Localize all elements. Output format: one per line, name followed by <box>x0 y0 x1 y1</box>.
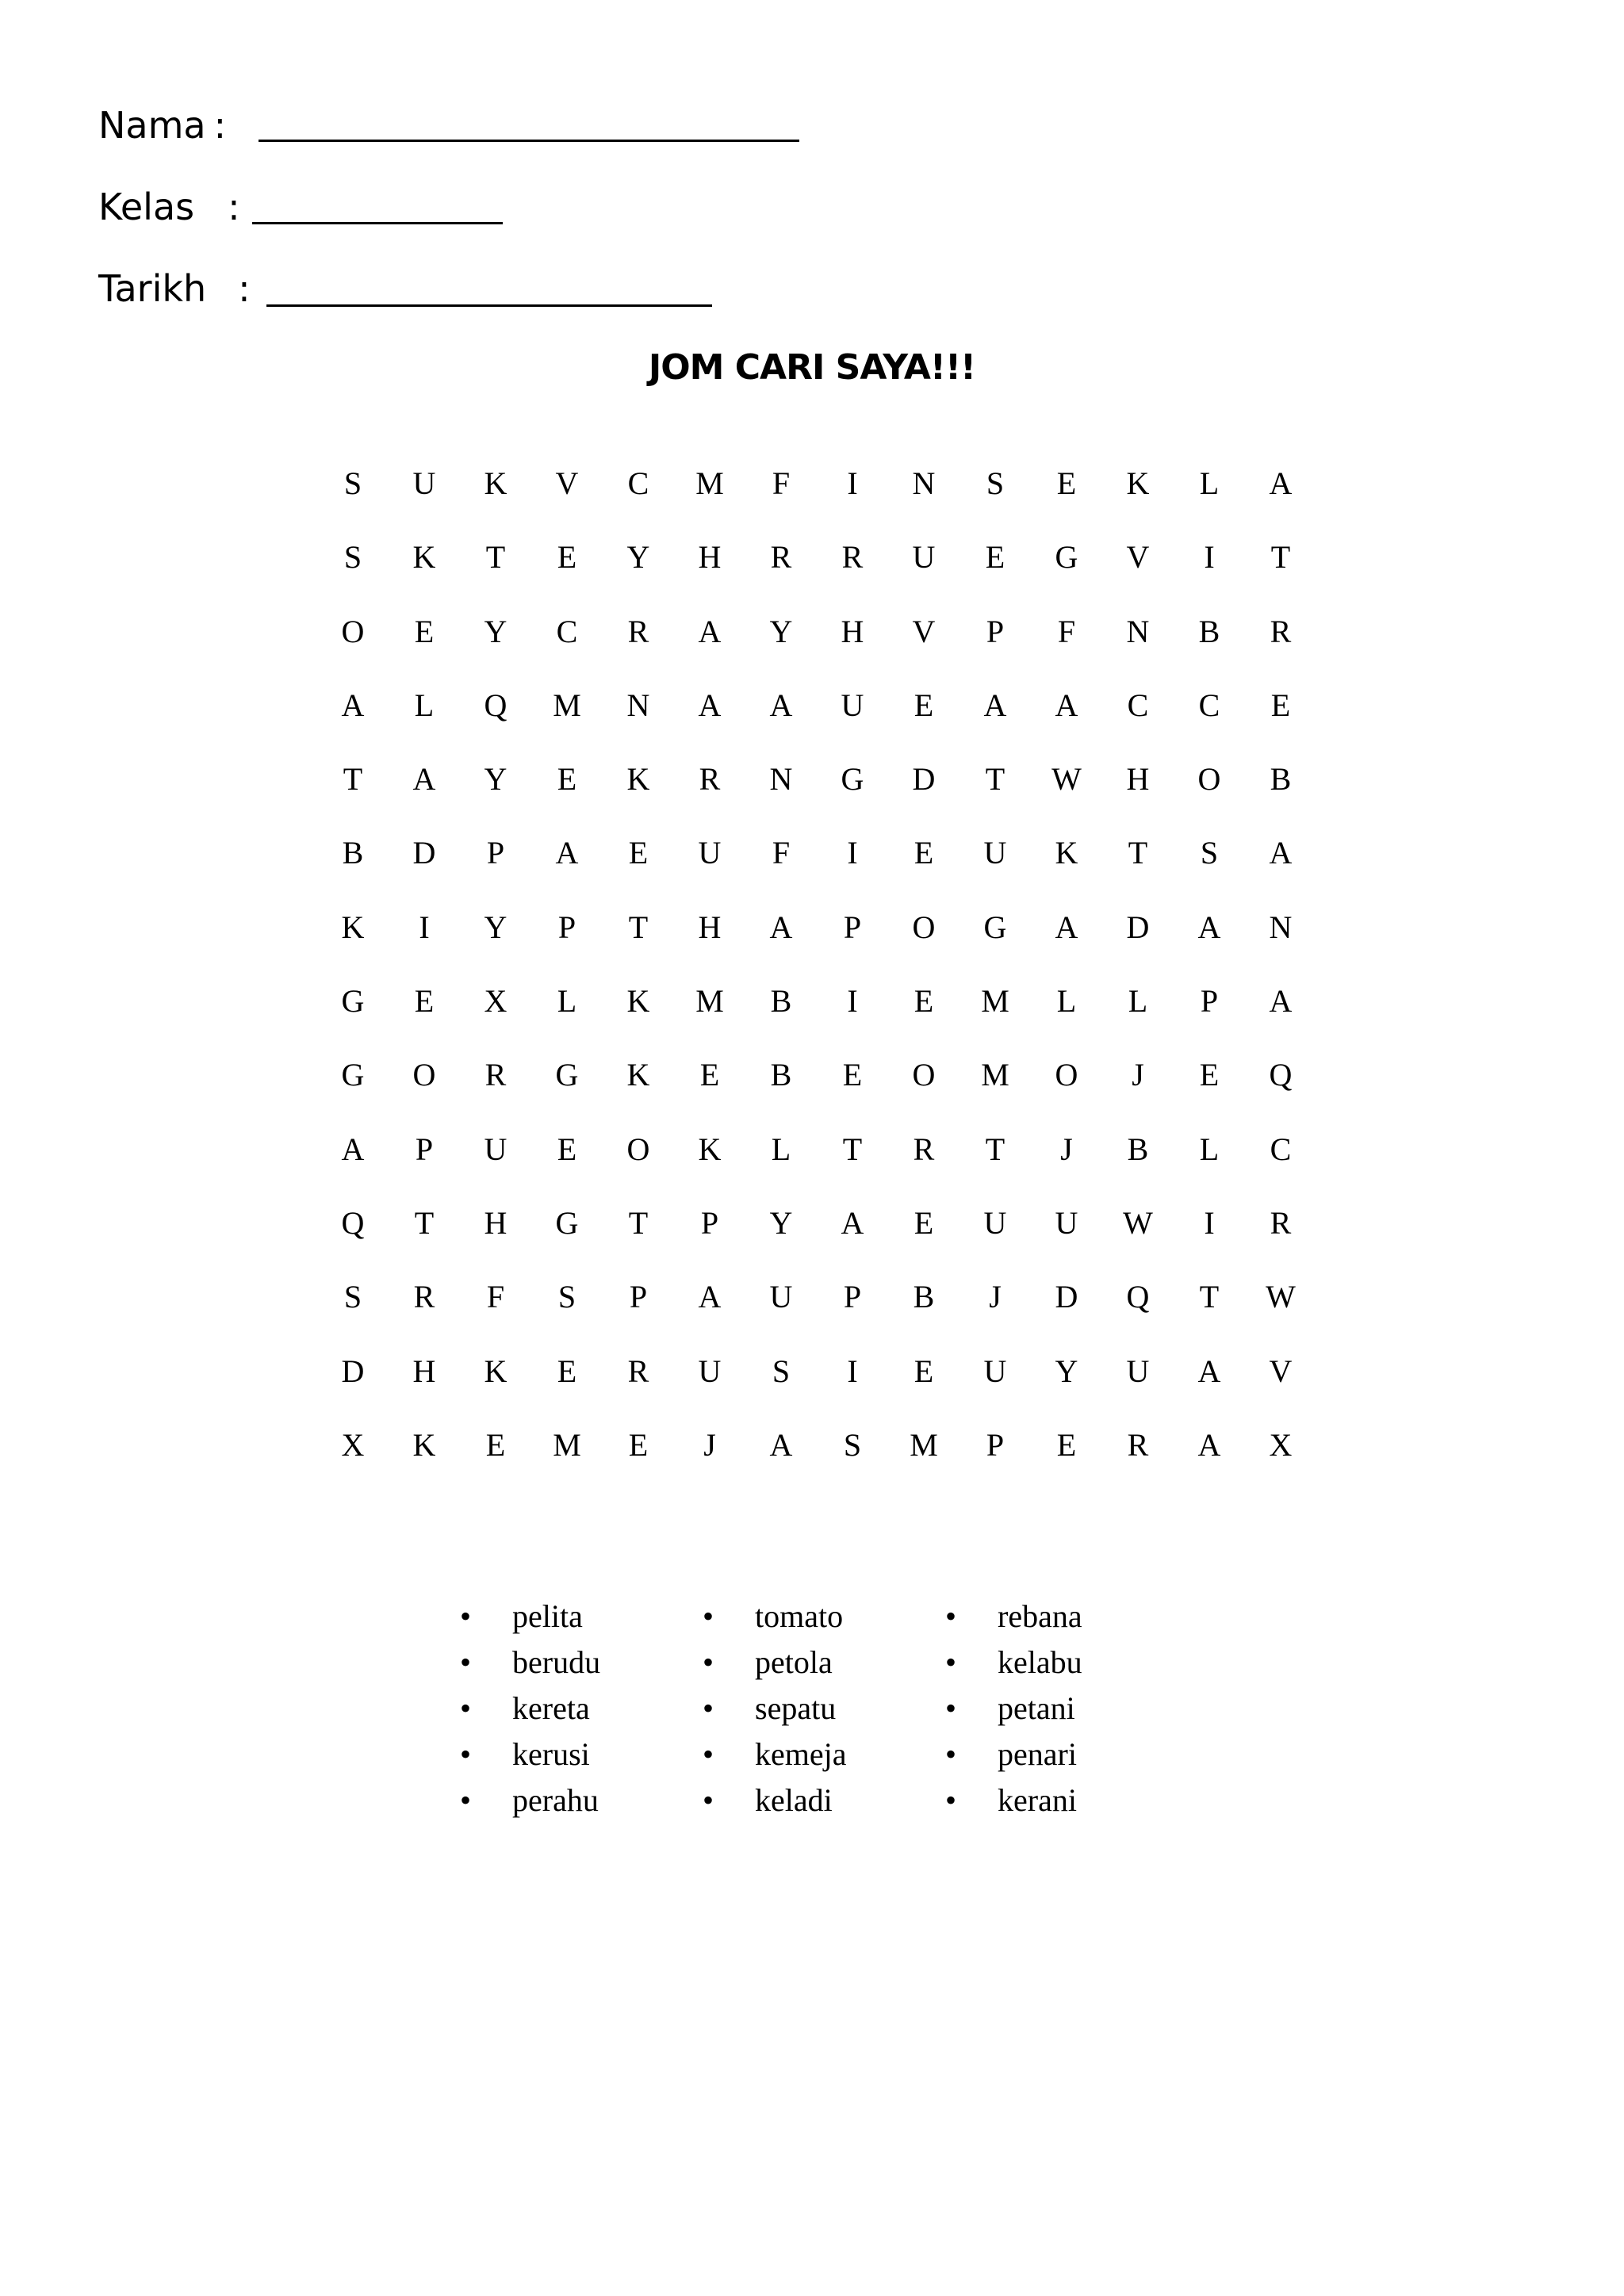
word-list <box>460 1594 1188 1823</box>
word-list-item <box>460 1686 703 1732</box>
grid-letter[interactable]: R <box>841 539 864 576</box>
grid-letter[interactable]: P <box>986 613 1005 649</box>
grid-letter[interactable]: A <box>983 687 1007 723</box>
grid-letter[interactable]: B <box>913 1279 935 1315</box>
word-list-item <box>460 1640 703 1686</box>
grid-letter[interactable]: B <box>1270 761 1292 798</box>
grid-letter[interactable]: X <box>1269 1426 1293 1463</box>
word-list-item <box>945 1732 1188 1777</box>
grid-letter[interactable]: M <box>695 465 724 501</box>
grid-letter[interactable]: O <box>341 613 365 649</box>
grid-letter[interactable]: R <box>627 1353 649 1389</box>
grid-letter[interactable]: G <box>1055 539 1078 576</box>
grid-letter[interactable]: O <box>626 1131 650 1167</box>
grid-letter[interactable]: A <box>698 1279 722 1315</box>
grid-letter[interactable]: T <box>628 909 649 945</box>
grid-letter[interactable]: A <box>555 835 579 871</box>
grid-letter[interactable]: K <box>626 1057 650 1093</box>
grid-letter[interactable]: C <box>556 613 578 649</box>
grid-letter[interactable]: D <box>1055 1279 1078 1315</box>
grid-letter[interactable]: G <box>983 909 1007 945</box>
grid-letter[interactable]: A <box>412 761 436 798</box>
grid-letter[interactable]: N <box>769 761 793 798</box>
grid-letter[interactable]: A <box>769 687 793 723</box>
bullet-icon: • <box>703 1598 714 1634</box>
grid-letter[interactable]: T <box>1270 539 1291 576</box>
grid-letter[interactable]: G <box>341 1057 365 1093</box>
grid-letter[interactable]: T <box>842 1131 863 1167</box>
grid-letter[interactable]: D <box>412 835 436 871</box>
grid-letter[interactable]: Y <box>626 539 650 576</box>
word-list-column <box>945 1594 1188 1823</box>
word-text: petola <box>755 1644 833 1680</box>
word-text: petani <box>998 1690 1075 1726</box>
class-colon: : <box>228 186 240 228</box>
grid-letter[interactable]: L <box>1128 983 1148 1020</box>
bullet-icon: • <box>460 1644 472 1680</box>
grid-letter[interactable]: U <box>412 465 436 501</box>
grid-letter[interactable]: T <box>628 1204 649 1241</box>
grid-letter[interactable]: I <box>847 835 858 871</box>
grid-letter[interactable]: P <box>700 1204 719 1241</box>
grid-letter[interactable]: Y <box>484 909 508 945</box>
grid-letter[interactable]: G <box>341 983 365 1020</box>
grid-letter[interactable]: F <box>772 835 791 871</box>
grid-letter[interactable]: M <box>910 1426 938 1463</box>
grid-letter[interactable]: E <box>628 1426 649 1463</box>
name-colon: : <box>213 104 227 147</box>
grid-letter[interactable]: H <box>698 909 722 945</box>
grid-letter[interactable]: U <box>983 1353 1007 1389</box>
grid-letter[interactable]: S <box>1200 835 1219 871</box>
word-text: kerani <box>998 1782 1077 1818</box>
grid-letter[interactable]: I <box>1204 539 1215 576</box>
grid-letter[interactable]: K <box>626 983 650 1020</box>
grid-letter[interactable]: A <box>1055 687 1078 723</box>
grid-letter[interactable]: U <box>1126 1353 1150 1389</box>
grid-letter[interactable]: U <box>1055 1204 1078 1241</box>
word-list-item <box>460 1732 703 1777</box>
grid-letter[interactable]: I <box>847 983 858 1020</box>
grid-letter[interactable]: E <box>1056 465 1077 501</box>
grid-letter[interactable]: T <box>1128 835 1148 871</box>
grid-letter[interactable]: T <box>985 1131 1005 1167</box>
grid-letter[interactable]: O <box>412 1057 436 1093</box>
date-label: Tarikh <box>98 267 207 310</box>
word-text: kemeja <box>755 1736 847 1772</box>
grid-letter[interactable]: A <box>341 1131 365 1167</box>
grid-letter[interactable]: A <box>841 1204 864 1241</box>
grid-letter[interactable]: I <box>419 909 430 945</box>
grid-letter[interactable]: E <box>557 1353 577 1389</box>
grid-letter[interactable]: B <box>1127 1131 1149 1167</box>
grid-letter[interactable]: B <box>770 1057 792 1093</box>
grid-letter[interactable]: O <box>1055 1057 1078 1093</box>
grid-letter[interactable]: D <box>1126 909 1150 945</box>
grid-letter[interactable]: A <box>769 909 793 945</box>
grid-letter[interactable]: F <box>486 1279 505 1315</box>
grid-letter[interactable]: S <box>557 1279 576 1315</box>
grid-letter[interactable]: I <box>847 465 858 501</box>
grid-letter[interactable]: E <box>557 1131 577 1167</box>
grid-letter[interactable]: I <box>847 1353 858 1389</box>
grid-letter[interactable]: E <box>1270 687 1291 723</box>
grid-letter[interactable]: K <box>698 1131 722 1167</box>
bullet-icon: • <box>703 1782 714 1818</box>
word-list-item <box>945 1594 1188 1640</box>
grid-letter[interactable]: G <box>555 1204 579 1241</box>
grid-letter[interactable]: Y <box>484 613 508 649</box>
word-text: perahu <box>512 1782 599 1818</box>
grid-letter[interactable]: E <box>914 1204 934 1241</box>
grid-letter[interactable]: K <box>1055 835 1078 871</box>
grid-letter[interactable]: L <box>557 983 577 1020</box>
word-text: kereta <box>512 1690 590 1726</box>
grid-letter[interactable]: X <box>484 983 508 1020</box>
grid-letter[interactable]: E <box>842 1057 863 1093</box>
word-text: penari <box>998 1736 1077 1772</box>
bullet-icon: • <box>945 1782 957 1818</box>
grid-letter[interactable]: C <box>1270 1131 1292 1167</box>
grid-letter[interactable]: J <box>1132 1057 1144 1093</box>
grid-letter[interactable]: H <box>841 613 864 649</box>
grid-letter[interactable]: B <box>342 835 364 871</box>
grid-letter[interactable]: O <box>912 1057 936 1093</box>
grid-letter[interactable]: W <box>1266 1279 1296 1315</box>
grid-letter[interactable]: R <box>413 1279 435 1315</box>
word-list-item <box>460 1777 703 1823</box>
grid-letter[interactable]: H <box>1126 761 1150 798</box>
word-list-column <box>460 1594 703 1823</box>
grid-letter[interactable]: M <box>553 687 581 723</box>
word-text: sepatu <box>755 1690 837 1726</box>
bullet-icon: • <box>703 1644 714 1680</box>
grid-letter[interactable]: E <box>414 983 435 1020</box>
word-text: tomato <box>755 1598 844 1634</box>
grid-letter[interactable]: Y <box>1055 1353 1078 1389</box>
grid-letter[interactable]: E <box>414 613 435 649</box>
bullet-icon: • <box>460 1598 472 1634</box>
word-text: kelabu <box>998 1644 1082 1680</box>
grid-letter[interactable]: B <box>770 983 792 1020</box>
grid-letter[interactable]: E <box>914 835 934 871</box>
bullet-icon: • <box>945 1690 957 1726</box>
grid-letter[interactable]: T <box>485 539 506 576</box>
class-field <box>98 185 240 229</box>
grid-letter[interactable]: K <box>484 465 508 501</box>
word-list-item <box>945 1777 1188 1823</box>
grid-letter[interactable]: R <box>485 1057 507 1093</box>
grid-letter[interactable]: C <box>1127 687 1149 723</box>
grid-letter[interactable]: D <box>912 761 936 798</box>
grid-letter[interactable]: C <box>1198 687 1220 723</box>
word-list-item <box>945 1686 1188 1732</box>
grid-letter[interactable]: P <box>557 909 576 945</box>
grid-letter[interactable]: S <box>772 1353 791 1389</box>
grid-letter[interactable]: A <box>1055 909 1078 945</box>
grid-letter[interactable]: R <box>913 1131 935 1167</box>
grid-letter[interactable]: F <box>772 465 791 501</box>
grid-letter[interactable]: R <box>770 539 792 576</box>
grid-letter[interactable]: A <box>1269 983 1293 1020</box>
grid-letter[interactable]: L <box>414 687 435 723</box>
grid-letter[interactable]: O <box>1197 761 1221 798</box>
grid-letter[interactable]: K <box>341 909 365 945</box>
word-text: rebana <box>998 1598 1082 1634</box>
grid-letter[interactable]: P <box>843 909 862 945</box>
grid-letter[interactable]: P <box>1200 983 1219 1020</box>
name-field <box>98 103 226 147</box>
grid-letter[interactable]: B <box>1198 613 1220 649</box>
grid-letter[interactable]: A <box>1269 465 1293 501</box>
grid-letter[interactable]: U <box>912 539 936 576</box>
grid-letter[interactable]: L <box>771 1131 791 1167</box>
grid-letter[interactable]: M <box>553 1426 581 1463</box>
grid-letter[interactable]: P <box>486 835 505 871</box>
date-field <box>98 266 251 311</box>
name-label: Nama <box>98 104 206 147</box>
date-colon: : <box>238 267 251 310</box>
word-list-item <box>460 1594 703 1640</box>
grid-letter[interactable]: R <box>1270 613 1292 649</box>
grid-letter[interactable]: J <box>703 1426 716 1463</box>
bullet-icon: • <box>460 1736 472 1772</box>
grid-letter[interactable]: A <box>769 1426 793 1463</box>
grid-letter[interactable]: E <box>557 761 577 798</box>
grid-letter[interactable]: T <box>414 1204 435 1241</box>
date-blank-line[interactable] <box>266 304 712 307</box>
grid-letter[interactable]: W <box>1051 761 1082 798</box>
bullet-icon: • <box>945 1598 957 1634</box>
grid-letter[interactable]: S <box>843 1426 862 1463</box>
grid-letter[interactable]: H <box>698 539 722 576</box>
word-text: pelita <box>512 1598 583 1634</box>
grid-letter[interactable]: E <box>628 835 649 871</box>
grid-letter[interactable]: M <box>981 983 1009 1020</box>
grid-letter[interactable]: E <box>914 687 934 723</box>
grid-letter[interactable]: Y <box>769 1204 793 1241</box>
grid-letter[interactable]: Y <box>484 761 508 798</box>
grid-letter[interactable]: P <box>629 1279 648 1315</box>
grid-letter[interactable]: H <box>484 1204 508 1241</box>
grid-letter[interactable]: C <box>627 465 649 501</box>
grid-letter[interactable]: E <box>1056 1426 1077 1463</box>
grid-letter[interactable]: V <box>1126 539 1150 576</box>
grid-letter[interactable]: G <box>841 761 864 798</box>
word-list-item <box>945 1640 1188 1686</box>
worksheet-title: JOM CARI SAYA!!! <box>648 347 976 388</box>
name-blank-line[interactable] <box>259 140 799 142</box>
grid-letter[interactable]: U <box>769 1279 793 1315</box>
grid-letter[interactable]: A <box>698 687 722 723</box>
bullet-icon: • <box>945 1736 957 1772</box>
grid-letter[interactable]: L <box>1199 1131 1220 1167</box>
class-label: Kelas <box>98 186 195 228</box>
grid-letter[interactable]: E <box>985 539 1005 576</box>
bullet-icon: • <box>703 1690 714 1726</box>
grid-letter[interactable]: R <box>627 613 649 649</box>
grid-letter[interactable]: R <box>1127 1426 1149 1463</box>
grid-letter[interactable]: E <box>1199 1057 1220 1093</box>
grid-letter[interactable]: D <box>341 1353 365 1389</box>
grid-letter[interactable]: M <box>695 983 724 1020</box>
grid-letter[interactable]: K <box>412 1426 436 1463</box>
grid-letter[interactable]: K <box>484 1353 508 1389</box>
grid-letter[interactable]: A <box>1197 1426 1221 1463</box>
word-list-item <box>703 1640 945 1686</box>
grid-letter[interactable]: U <box>983 1204 1007 1241</box>
grid-letter[interactable]: L <box>1056 983 1077 1020</box>
grid-letter[interactable]: L <box>1199 465 1220 501</box>
grid-letter[interactable]: N <box>912 465 936 501</box>
grid-letter[interactable]: U <box>841 687 864 723</box>
grid-letter[interactable]: P <box>415 1131 434 1167</box>
grid-letter[interactable]: T <box>1199 1279 1220 1315</box>
grid-letter[interactable]: O <box>912 909 936 945</box>
grid-letter[interactable]: N <box>626 687 650 723</box>
grid-letter[interactable]: H <box>412 1353 436 1389</box>
grid-letter[interactable]: Q <box>484 687 508 723</box>
grid-letter[interactable]: K <box>412 539 436 576</box>
grid-letter[interactable]: E <box>914 983 934 1020</box>
grid-letter[interactable]: U <box>983 835 1007 871</box>
grid-letter[interactable]: A <box>1197 909 1221 945</box>
grid-letter[interactable]: A <box>698 613 722 649</box>
word-text: berudu <box>512 1644 601 1680</box>
grid-letter[interactable]: V <box>1269 1353 1293 1389</box>
grid-letter[interactable]: J <box>989 1279 1002 1315</box>
grid-letter[interactable]: P <box>843 1279 862 1315</box>
grid-letter[interactable]: A <box>1197 1353 1221 1389</box>
grid-letter[interactable]: K <box>1126 465 1150 501</box>
word-search-grid <box>317 460 1316 1495</box>
grid-letter[interactable]: V <box>555 465 579 501</box>
bullet-icon: • <box>945 1644 957 1680</box>
word-text: keladi <box>755 1782 833 1818</box>
grid-letter[interactable]: S <box>343 465 362 501</box>
word-list-item <box>703 1732 945 1777</box>
grid-letter[interactable]: F <box>1057 613 1076 649</box>
bullet-icon: • <box>460 1690 472 1726</box>
grid-letter[interactable]: U <box>484 1131 508 1167</box>
grid-letter[interactable]: P <box>986 1426 1005 1463</box>
class-blank-line[interactable] <box>252 222 503 224</box>
grid-letter[interactable]: S <box>343 539 362 576</box>
grid-letter[interactable]: U <box>698 835 722 871</box>
grid-letter[interactable]: U <box>698 1353 722 1389</box>
grid-letter[interactable]: Q <box>1269 1057 1293 1093</box>
grid-letter[interactable]: N <box>1126 613 1150 649</box>
grid-letter[interactable]: E <box>557 539 577 576</box>
grid-letter[interactable]: Y <box>769 613 793 649</box>
grid-letter[interactable]: R <box>1270 1204 1292 1241</box>
grid-letter[interactable]: W <box>1123 1204 1153 1241</box>
grid-letter[interactable]: X <box>341 1426 365 1463</box>
grid-letter[interactable]: R <box>699 761 721 798</box>
word-list-column <box>703 1594 945 1823</box>
grid-letter[interactable]: A <box>1269 835 1293 871</box>
grid-letter[interactable]: T <box>985 761 1005 798</box>
grid-letter[interactable]: S <box>343 1279 362 1315</box>
grid-letter[interactable]: J <box>1060 1131 1073 1167</box>
word-list-item <box>703 1777 945 1823</box>
grid-letter[interactable]: E <box>914 1353 934 1389</box>
grid-letter[interactable]: Q <box>341 1204 365 1241</box>
grid-letter[interactable]: I <box>1204 1204 1215 1241</box>
grid-letter[interactable]: T <box>343 761 363 798</box>
grid-letter[interactable]: G <box>555 1057 579 1093</box>
bullet-icon: • <box>703 1736 714 1772</box>
grid-letter[interactable]: E <box>699 1057 720 1093</box>
grid-letter[interactable]: N <box>1269 909 1293 945</box>
word-list-item <box>703 1594 945 1640</box>
grid-letter[interactable]: E <box>485 1426 506 1463</box>
grid-letter[interactable]: K <box>626 761 650 798</box>
bullet-icon: • <box>460 1782 472 1818</box>
grid-letter[interactable]: A <box>341 687 365 723</box>
grid-letter[interactable]: M <box>981 1057 1009 1093</box>
word-list-item <box>703 1686 945 1732</box>
word-text: kerusi <box>512 1736 590 1772</box>
grid-letter[interactable]: Q <box>1126 1279 1150 1315</box>
grid-letter[interactable]: V <box>912 613 936 649</box>
grid-letter[interactable]: S <box>986 465 1005 501</box>
